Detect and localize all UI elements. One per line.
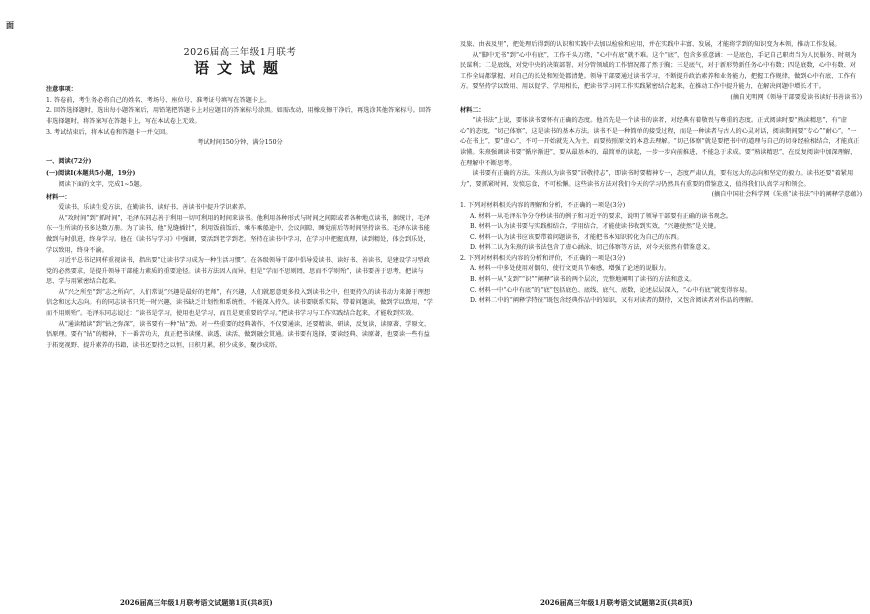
notice-item: 1. 答卷前，考生务必将自己的姓名、考场号、座位号、准考证号填写在答题卡上。 <box>46 96 271 104</box>
answer-option: D. 材料二中的“阐释学特征”既包含经典作品中的知识，又有对读者的期待，又包含阅读者对作品的理解。 <box>470 297 758 305</box>
body-paragraph: 从“攻时间”到“抓时间”，毛泽东同志善于利用一切可利用的时间来读书。他利用各种形式与时间之间隙或者各种地点读书，据统计，毛泽东一生所读的书多达数万册。为了读书，他“见缝插针”，利用饭前饭后、乘车乘船途中、会议间隙、睡觉前后等时间坚持读书。毛泽东读书能做到与时俱进，终身学习。他在《读书与学习》中强调，要活到老学到老。坚持在读书中学习，在学习中把握真理，读到精处，体会到乐处，学以致用，终身不渝。 <box>46 214 430 254</box>
left-column <box>46 34 434 351</box>
body-paragraph: 习近平总书记同样重视读书，指出要“让读书学习成为一种生活习惯”。在各级领导干部中倡导爱读书、读好书、善读书，是建设学习型政党的必然要求，是提升领导干部能力素质的重要途径。读书方法因人而异，但是“学而不思则罔，思而不学则殆”，读书要善于思考，把读与思、学与用紧密结合起来。 <box>46 257 430 286</box>
corner-mark: 面 <box>6 20 14 30</box>
body-paragraph: 爱读书，乐读生爱方法，在勤读书、读好书、善读书中提升学识素养。 <box>58 204 251 212</box>
notice-heading: 注意事项： <box>46 86 77 94</box>
right-column <box>460 40 862 307</box>
answer-option: B. 材料一认为读书要与实践相结合，学用结合，才能使读书收到实效，“兴趣使然”是关键。 <box>470 223 720 231</box>
question-stem: 1. 下列对材料相关内容的理解和分析，不正确的一项是(3分) <box>460 201 626 209</box>
sub-section-heading: (一)阅读Ⅰ(本题共5小题，19分) <box>46 170 136 178</box>
exam-title: 2026届高三年级1月联考 <box>183 47 297 58</box>
subject-title: 语文试题 <box>193 58 286 77</box>
answer-option: C. 材料一中“心中有底”的“底”包括底色、底线、底气、底数，论述层层深入，“心中有底”就变得容易。 <box>470 286 752 294</box>
answer-option: D. 材料二认为朱熹的读书法包含了虚心涵泳、切己体察等方法，对今天依然有借鉴意义。 <box>470 244 714 252</box>
body-paragraph: 读书要有正确的方法。朱熹认为读书要“居敬持志”，即读书时要精神专一，态度严肃认真，要有远大的志向和坚定的毅力。读书还要“着紧用力”，要抓紧时间，发愤忘食，不可松懈。这些读书方法对我们今天的学习仍然具有重要的借鉴意义，值得我们认真学习和领会。 <box>460 170 854 188</box>
body-paragraph: 从“脚中无书”到“心中有底”，工作千头万绪，“心中有底”就不难。这个“底”，包含多重意涵：一是底色，手记自己职责当为人民服务、时刻为民谋利；二是底线，对党中央的决策部署、对分管领域的工作情况都了然于胸；三是底气，对于新形势新任务心中有数；四是底数，心中有数、对工作全局都掌握、对自己的长处和短处都清楚。领导干部要通过读书学习，不断提升政治素养和业务能力，把握工作规律，做到心中有底、工作有方。要坚持学以致用、用以促学、学用相长，把读书学习同工作实践紧密结合起来，在推动工作中提升能力，在解决问题中增长才干。 <box>460 51 857 91</box>
source-citation: (摘自中国社会科学网《朱熹“读书法”中的阐释学意蕴》) <box>711 191 862 199</box>
answer-option: A. 材料一从毛泽东争分夺秒读书的例子和习近平的要求，说明了领导干部要有正确的读书观念。 <box>470 212 733 220</box>
section-heading: 一、阅读(72分) <box>46 157 92 165</box>
page-footer-left: 2026届高三年级1月联考语文试题第1页(共8页) <box>120 598 273 607</box>
notice-item: 3. 考试结束后，将本试卷和答题卡一并交回。 <box>46 128 172 136</box>
material-two-label: 材料二： <box>460 106 485 114</box>
answer-option: B. 材料一从“支到”“识”“阐释”读书的两个层次，完整地阐明了读书的方法和意义。 <box>470 276 696 284</box>
time-info: 考试时间150分钟，满分150分 <box>197 139 283 147</box>
answer-option: A. 材料一中多处使用对偶句，使行文更具节奏感，增强了论述的说服力。 <box>470 265 671 273</box>
answer-option: C. 材料一认为读书应该要带着问题读书，才能把书本知识转化为自己的东西。 <box>470 233 683 241</box>
source-citation: (摘自光明网《领导干部要爱读书读好书善读书》) <box>730 93 862 101</box>
body-paragraph: 从“通读精读”到“钻之弥深”，读书要有一种“钻”劲。对一些重要的经典著作，不仅要通读，还要精读、研读，反复读，读原著、学原文、悟原理。要有“钻”的精神，下一番苦功夫，真正把书读懂、读透、读活，做到融会贯通。读书要有选择，要读经典、读原著，也要读一些有益于拓宽视野、提升素养的书籍，读书还要持之以恒，日积月累，积少成多，聚沙成塔。 <box>46 320 431 349</box>
page-footer-right: 2026届高三年级1月联考语文试题第2页(共8页) <box>540 598 693 607</box>
material-one-label: 材料一： <box>46 193 71 201</box>
notice-item: 2. 回答选择题时，选出每小题答案后，用铅笔把答题卡上对应题目的答案标号涂黑。如需改动，用橡皮擦干净后，再选涂其他答案标号。回答非选择题时，将答案写在答题卡上，写在本试卷上无效。 <box>46 107 432 125</box>
body-paragraph: 从“兴之所至”到“志之所向”，人们常说“兴趣是最好的老师”，有兴趣，人们就愿意更多投入到读书之中，但更持久的读书动力来源于理想信念和远大志向。有的同志读书只凭一时兴趣，读书缺乏计划性和系统性，不能深入持久。读书要联系实际，带着问题读，做到学以致用，“学而不用则殆”。毛泽东同志说过：“读书是学习，使用也是学习，而且是更重要的学习。”把读书学习与工作实践结合起来，才能收到实效。 <box>46 288 433 318</box>
body-paragraph: “读书法”上说，要体读书要怀有正确的态度。他首先是一个读书的读者，对经典有着敬畏与尊重的态度。正式阅读时要“熟读精思”，有“虚心”的态度，“切己体察”，这是读书的基本方法。读书不是一种简单的接受过程，而是一种读者与古人的心灵对话，阅读期间要“专心”“耐心”，“一心在书上”，要“虚心”，不可一开始就先入为主，而要按照原文的本意去理解。“切己体察”就是要把书中的道理与自己的切身经验相结合，才能真正读懂。朱熹强调读书要“循序渐进”，要从最基本的、最简单的读起，一步一步向前推进，不能急于求成。要“熟读精思”，在反复阅读中加深理解，在理解中不断思考。 <box>460 117 860 167</box>
question-stem: 2. 下列对材料相关内容的分析和评价，不正确的一项是(3分) <box>460 254 626 262</box>
reading-instruction: 阅读下面的文字，完成1~5题。 <box>58 180 146 188</box>
body-paragraph: 及旅、由表及里”，把处理后得到的认识和实践中去加以检验和应用，并在实践中丰富、发展，才能将学到的知识变为本领，推动工作发展。 <box>460 41 841 48</box>
